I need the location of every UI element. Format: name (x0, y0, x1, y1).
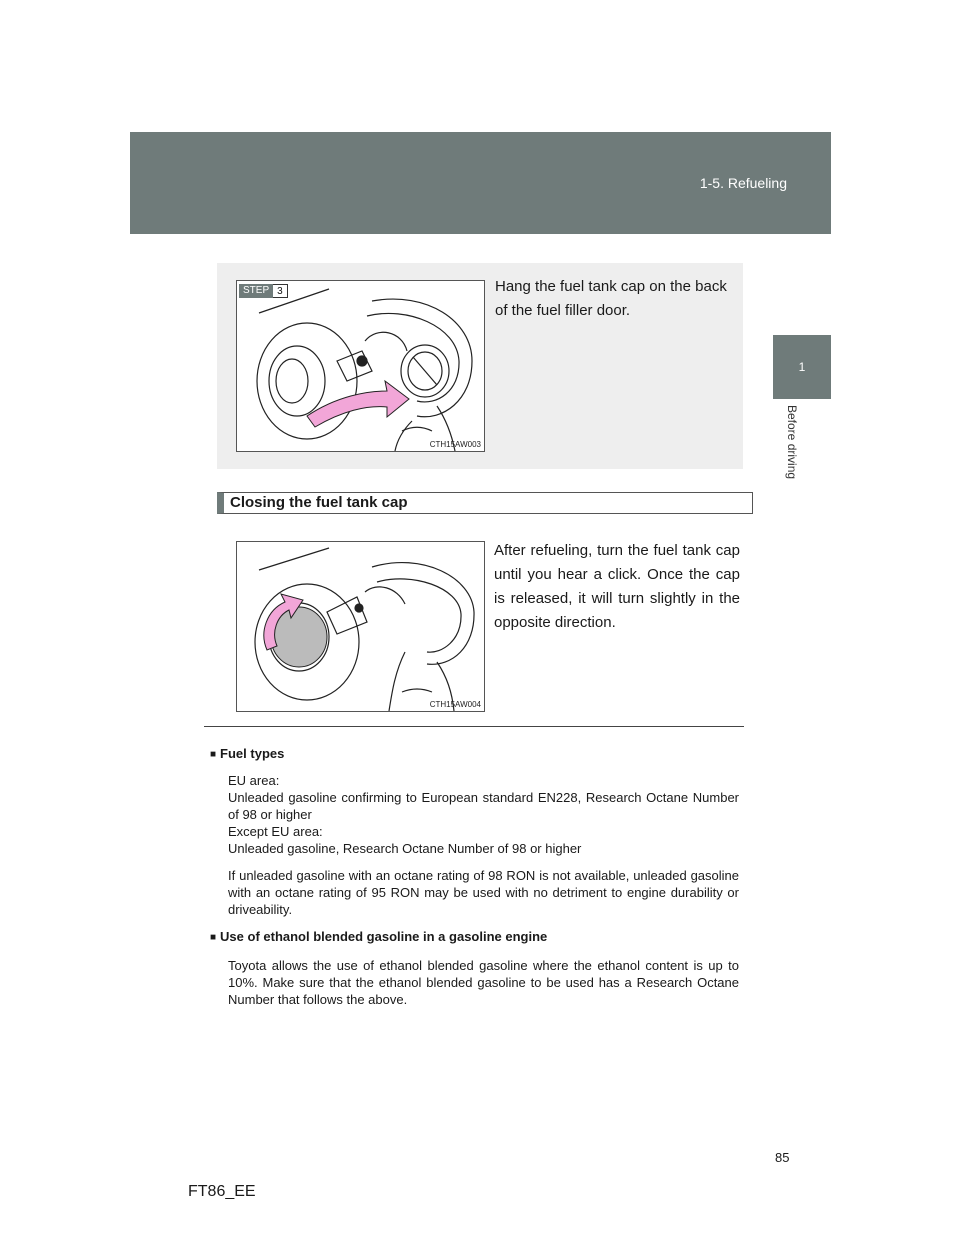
note-paragraph: If unleaded gasoline with an octane rating of 98 RON is not available, unleaded gasoline with an octane rating of 95 RON may be used with no detriment to engine durability or driveability. (228, 868, 739, 917)
fuel-cap-close-illustration (236, 541, 485, 712)
notes-section (220, 745, 739, 1008)
header-band (130, 132, 831, 234)
step-3-panel (217, 263, 743, 469)
note-line: Unleaded gasoline confirming to European standard EN228, Research Octane Number of 98 or higher (228, 790, 739, 822)
closing-instruction: After refueling, turn the fuel tank cap until you hear a click. Once the cap is released, it will turn slightly in the opposite direction. (494, 542, 740, 631)
note-line: Unleaded gasoline, Research Octane Number of 98 or higher (228, 841, 582, 856)
fuel-door-drawing (237, 281, 484, 451)
note-body-fuel-types (228, 772, 739, 918)
chapter-tab: 1 (773, 335, 831, 399)
step-3-instruction: Hang the fuel tank cap on the back of the fuel filler door. (495, 278, 727, 319)
page-number: 85 (775, 1150, 790, 1165)
model-code: FT86_EE (188, 1183, 256, 1200)
step-badge-number: 3 (273, 284, 288, 298)
step-badge (239, 284, 288, 298)
note-title-ethanol: ■ Use of ethanol blended gasoline in a gasoline engine (210, 928, 739, 947)
note-line: EU area: (228, 773, 280, 788)
note-line: Except EU area: (228, 824, 323, 839)
section-divider (204, 726, 744, 727)
note-title-fuel-types: ■ Fuel types (210, 745, 739, 764)
fuel-cap-turn-drawing (237, 542, 484, 711)
section-title: 1-5. Refueling (699, 175, 787, 191)
figure-code: CTH15AW004 (429, 700, 481, 709)
chapter-label: Before driving (785, 405, 799, 480)
figure-code: CTH15AW003 (429, 440, 481, 449)
step-badge-label: STEP (239, 284, 273, 298)
section-heading: Closing the fuel tank cap (217, 492, 753, 514)
note-paragraph: Toyota allows the use of ethanol blended gasoline where the ethanol content is up to 10%. Make sure that the ethanol blended gasoline to be used has a Research Octane Number that follows the above. (228, 958, 739, 1007)
fuel-cap-hang-illustration (236, 280, 485, 452)
note-body-ethanol (228, 957, 739, 1008)
